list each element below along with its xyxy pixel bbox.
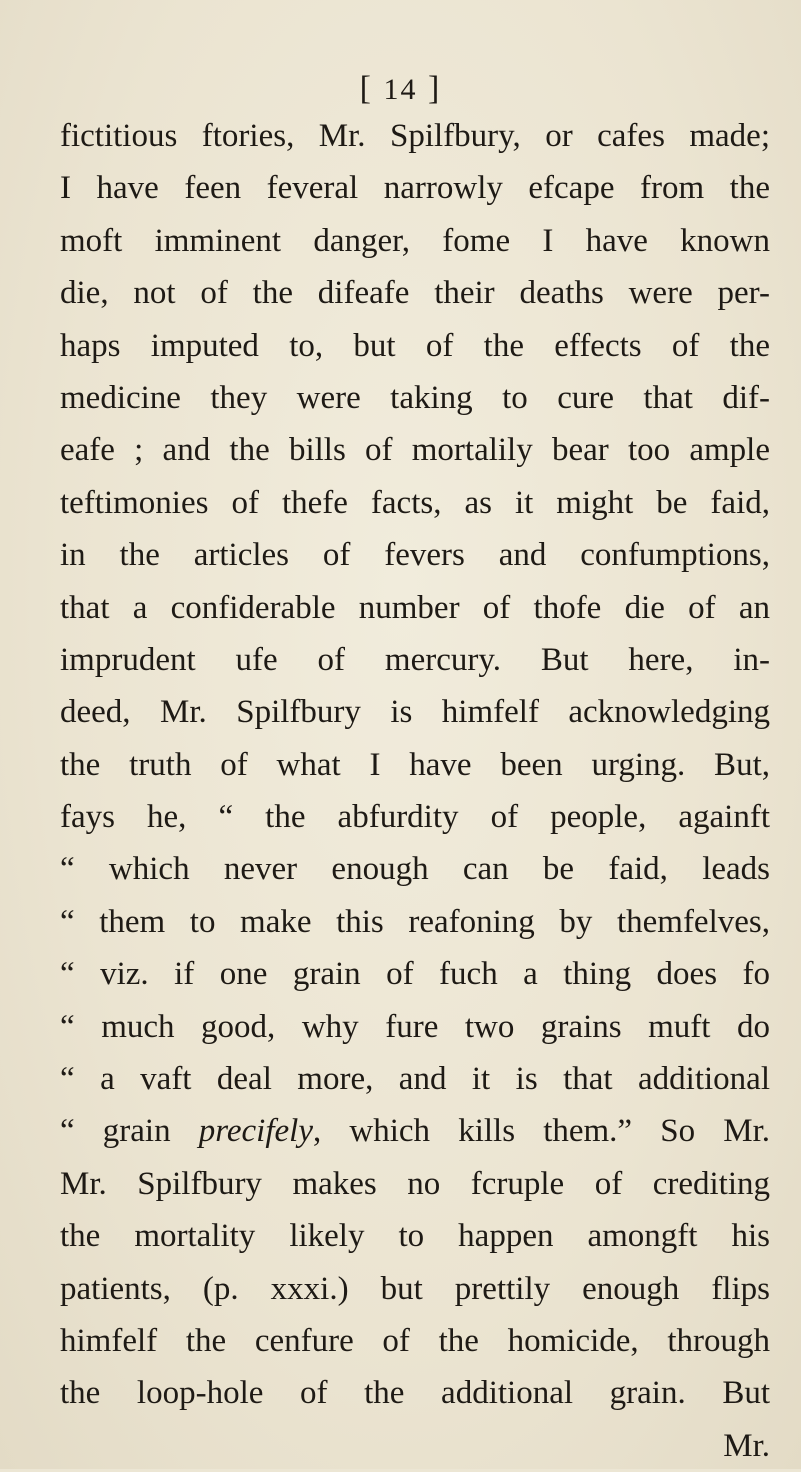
text-line: the truth of what I have been urging. But,	[60, 746, 770, 783]
text-line: fictitious ftories, Mr. Spilfbury, or cafes made;	[60, 118, 770, 154]
text-line: “ much good, why fure two grains muft do	[60, 1008, 770, 1045]
text-line: Mr. Spilfbury makes no fcruple of crediting	[60, 1165, 770, 1202]
text-line: imprudent ufe of mercury. But here, in-	[60, 641, 770, 678]
text-line: “ viz. if one grain of fuch a thing does fo	[60, 956, 770, 993]
line-text-before: “ grain	[60, 1113, 199, 1150]
text-line	[60, 1105, 770, 1157]
italic-word: precifely	[198, 1113, 313, 1150]
catchword: Mr.	[723, 1427, 770, 1464]
text-line: the mortality likely to happen amongft his	[60, 1218, 770, 1255]
text-line: eafe ; and the bills of mortalily bear too ample	[60, 432, 770, 469]
text-line: “ a vaft deal more, and it is that additional	[60, 1061, 770, 1098]
text-line: “ them to make this reafoning by themfelves,	[60, 903, 770, 940]
text-line: haps imputed to, but of the effects of the	[60, 327, 770, 364]
text-line: fays he, “ the abfurdity of people, againft	[60, 799, 770, 836]
text-line: moft imminent danger, fome I have known	[60, 222, 770, 259]
text-line: teftimonies of thefe facts, as it might be faid,	[60, 484, 770, 521]
page-header	[0, 70, 801, 108]
text-line: the loop-hole of the additional grain. But	[60, 1375, 770, 1412]
text-line: medicine they were taking to cure that dif-	[60, 379, 770, 416]
open-bracket: [	[359, 70, 373, 107]
text-line: that a confiderable number of thofe die of an	[60, 589, 770, 626]
text-line: deed, Mr. Spilfbury is himfelf acknowledging	[60, 694, 770, 731]
text-line: himfelf the cenfure of the homicide, through	[60, 1322, 770, 1359]
line-text-after: , which kills them.” So Mr.	[312, 1113, 770, 1150]
text-line: patients, (p. xxxi.) but prettily enough flips	[60, 1270, 770, 1307]
text-line: in the articles of fevers and confumptions,	[60, 537, 770, 574]
page-number: 14	[383, 73, 418, 106]
text-line: die, not of the difeafe their deaths were per-	[60, 275, 770, 312]
close-bracket: ]	[428, 70, 442, 107]
text-line: “ which never enough can be faid, leads	[60, 851, 770, 888]
text-line: I have feen feveral narrowly efcape from the	[60, 170, 770, 207]
body-text	[60, 110, 770, 1472]
